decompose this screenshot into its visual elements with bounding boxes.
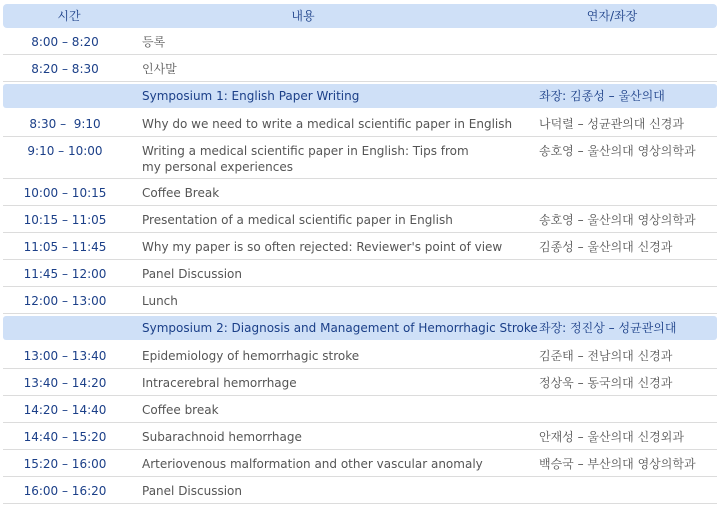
row-time: 10:15 – 11:05	[23, 213, 107, 227]
row-content: 등록	[142, 35, 166, 49]
row-content: Epidemiology of hemorrhagic stroke	[142, 349, 360, 363]
row-content: Why do we need to write a medical scientific paper in English	[142, 117, 513, 131]
row-content: 인사말	[142, 62, 177, 76]
row-time: 13:00 – 13:40	[23, 349, 107, 363]
table-row	[3, 233, 717, 260]
symposium-title: Symposium 1: English Paper Writing	[142, 89, 360, 103]
table-header	[3, 4, 717, 28]
header-content: 내용	[291, 9, 315, 23]
row-speaker: 백승국 – 부산의대 영상의학과	[539, 457, 696, 471]
symposium-chair: 좌장: 김종성 – 울산의대	[539, 89, 665, 103]
row-time: 11:45 – 12:00	[23, 267, 107, 281]
row-speaker: 정상욱 – 동국의대 신경과	[539, 376, 673, 390]
table-row	[3, 450, 717, 477]
row-content: Arteriovenous malformation and other vascular anomaly	[142, 457, 483, 471]
row-time: 10:00 – 10:15	[23, 186, 107, 200]
table-row	[3, 342, 717, 369]
row-time: 8:30 – 9:10	[29, 117, 101, 131]
row-time: 14:40 – 15:20	[23, 430, 107, 444]
table-row	[3, 423, 717, 450]
table-row	[3, 28, 717, 55]
table-row	[3, 179, 717, 206]
symposium-2-header	[3, 316, 717, 340]
row-time: 8:00 – 8:20	[31, 35, 99, 49]
table-row	[3, 287, 717, 314]
row-content: Lunch	[142, 294, 178, 308]
row-content: Panel Discussion	[142, 267, 243, 281]
row-speaker: 김종성 – 울산의대 신경과	[539, 240, 673, 254]
row-time: 9:10 – 10:00	[27, 144, 103, 158]
row-content	[142, 143, 522, 175]
table-row	[3, 369, 717, 396]
row-content: Panel Discussion	[142, 484, 243, 498]
row-time: 16:00 – 16:20	[23, 484, 107, 498]
row-speaker: 송호영 – 울산의대 영상의학과	[539, 213, 696, 227]
row-content-line2: my personal experiences	[142, 160, 294, 174]
row-speaker: 나덕렬 – 성균관의대 신경과	[539, 117, 684, 131]
row-speaker: 김준태 – 전남의대 신경과	[539, 349, 673, 363]
header-speaker: 연자/좌장	[586, 9, 638, 23]
table-row	[3, 55, 717, 82]
program-table	[3, 4, 717, 504]
row-time: 15:20 – 16:00	[23, 457, 107, 471]
table-row	[3, 396, 717, 423]
symposium-title: Symposium 2: Diagnosis and Management of Hemorrhagic Stroke	[142, 321, 538, 335]
symposium-1-header	[3, 84, 717, 108]
row-content-line1: Writing a medical scientific paper in English: Tips from	[142, 144, 469, 158]
row-time: 13:40 – 14:20	[23, 376, 107, 390]
table-row	[3, 137, 717, 179]
row-speaker: 안재성 – 울산의대 신경외과	[539, 430, 684, 444]
row-content: Coffee Break	[142, 186, 220, 200]
header-time: 시간	[57, 9, 81, 23]
row-time: 8:20 – 8:30	[31, 62, 99, 76]
table-row	[3, 206, 717, 233]
table-row	[3, 477, 717, 504]
row-content: Intracerebral hemorrhage	[142, 376, 297, 390]
row-content: Coffee break	[142, 403, 219, 417]
row-speaker: 송호영 – 울산의대 영상의학과	[539, 144, 696, 158]
table-row	[3, 110, 717, 137]
row-time: 14:20 – 14:40	[23, 403, 107, 417]
symposium-chair: 좌장: 정진상 – 성균관의대	[539, 321, 677, 335]
row-time: 12:00 – 13:00	[23, 294, 107, 308]
row-content: Why my paper is so often rejected: Reviewer's point of view	[142, 240, 503, 254]
row-content: Presentation of a medical scientific paper in English	[142, 213, 453, 227]
row-content: Subarachnoid hemorrhage	[142, 430, 302, 444]
table-row	[3, 260, 717, 287]
row-time: 11:05 – 11:45	[23, 240, 107, 254]
